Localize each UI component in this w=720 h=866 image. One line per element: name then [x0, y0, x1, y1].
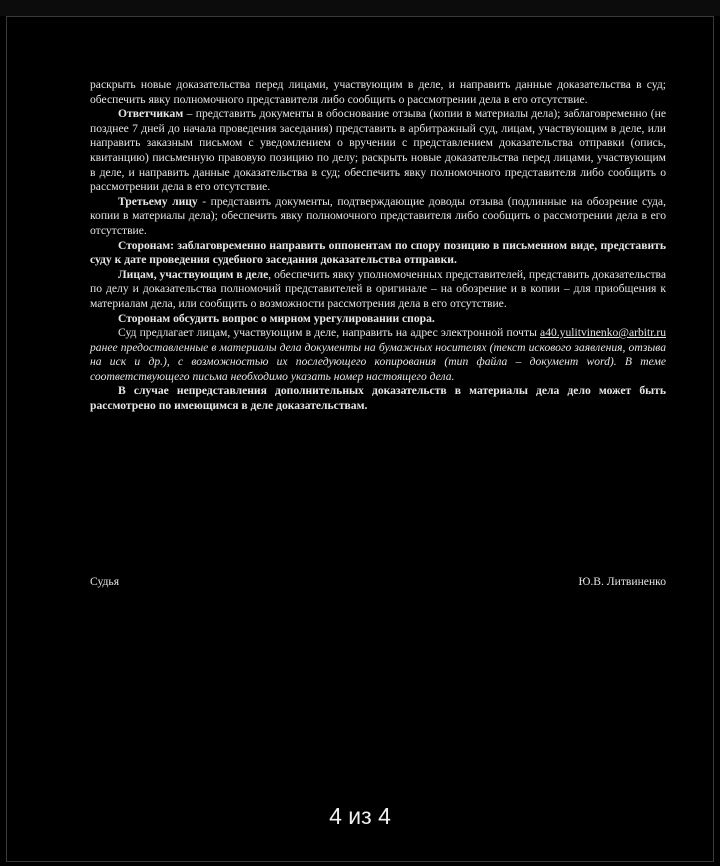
- document-body: [90, 78, 666, 414]
- paragraph-evidence: раскрыть новые доказательства перед лицами, участвующим в деле, и направить данные доказательства в суд; обеспечить явку полномочного представителя либо сообщить о рассмотрении дела в его отсутствие.: [90, 78, 666, 106]
- defendants-text: – представить документы в обоснование отзыва (копии в материалы дела); заблаговременно (не позднее 7 дней до начала проведения заседания) представить в арбитражный суд, лицам, участвующим в деле, или направить заказным письмом с уведомлением о вручении с представлением доказательства отправки (опись, квитанцию) письменную правовую позицию по делу; раскрыть новые доказательства перед лицами, участвующим в деле, и направить данные доказательства в суд; обеспечить явку полномочного представителя либо сообщить о рассмотрении дела в его отсутствие.: [90, 107, 666, 194]
- participants-label: Лицам, участвующим в деле: [118, 267, 269, 281]
- third-party-text: - представить документы, подтверждающие доводы отзыва (подлинные на обозрение суда, копии в материалы дела); обеспечить явку полномочного представителя либо сообщить о рассмотрении дела в его отсутствие.: [90, 194, 666, 237]
- paragraph-settlement: Сторонам обсудить вопрос о мирном урегулировании спора.: [118, 311, 435, 325]
- signature-line: [90, 575, 666, 588]
- signature-name: Ю.В. Литвиненко: [578, 575, 666, 588]
- paragraph-participants: [90, 268, 666, 312]
- viewer-top-bar: [0, 0, 720, 16]
- email-link[interactable]: a40.yulitvinenko@arbitr.ru: [540, 326, 666, 340]
- third-party-label: Третьему лицу: [118, 194, 198, 208]
- email-intro: Суд предлагает лицам, участвующим в деле, направить на адрес электронной почты: [118, 326, 541, 340]
- paragraph-third-party: [90, 195, 666, 239]
- participants-text: , обеспечить явку уполномоченных представителей, представить доказательства по делу и доказательства полномочий представителей в оригинале – на обозрение и в копии – для приобщения к материалам дела, или сообщить о возможности рассмотрения дела в его отсутствие.: [90, 267, 666, 310]
- email-instructions: ранее предоставленные в материалы дела документы на бумажных носителях (текст искового заявления, отзыва на иск и др.), с возможностью их последующего копирования (тип файла – документ word). В теме соответствующего письма необходимо указать номер настоящего дела.: [90, 340, 666, 383]
- defendants-label: Ответчикам: [118, 107, 184, 121]
- paragraph-email: [90, 326, 666, 384]
- paragraph-defendants: [90, 107, 666, 195]
- paragraph-warning: В случае непредставления дополнительных доказательств в материалы дела дело может быть рассмотрено по имеющимся в деле доказательствам.: [90, 384, 666, 413]
- signature-role: Судья: [90, 575, 120, 588]
- page-indicator: 4 из 4: [329, 803, 391, 829]
- paragraph-parties: Сторонам: заблаговременно направить оппонентам по спору позицию в письменном виде, представить суду к дате проведения судебного заседания доказательства отправки.: [90, 238, 666, 267]
